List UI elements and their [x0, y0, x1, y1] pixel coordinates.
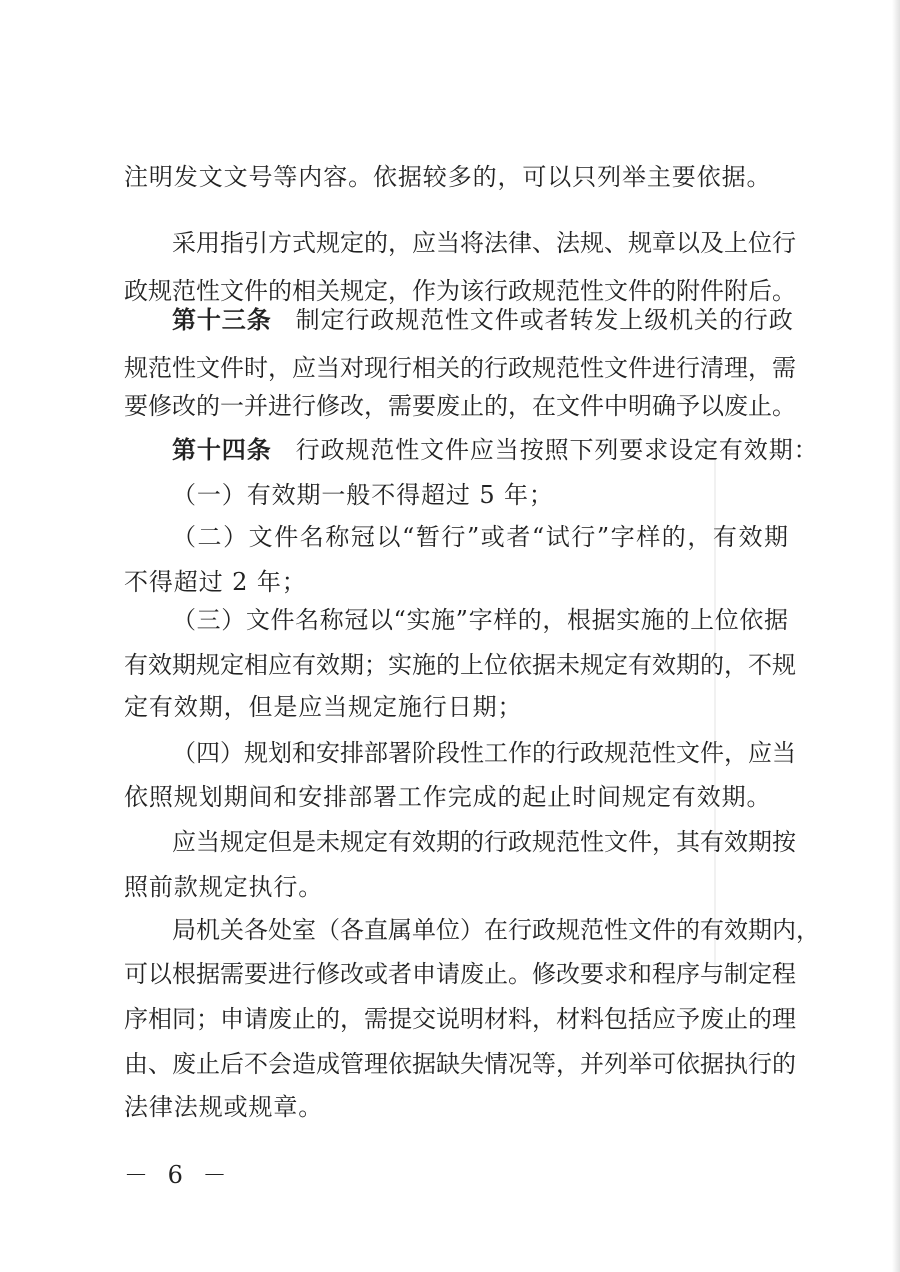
article-14-label: 第十四条 [172, 436, 272, 464]
text-line: 照前款规定执行。 [124, 873, 324, 901]
text-line: 注明发文文号等内容。依据较多的，可以只列举主要依据。 [124, 163, 772, 191]
text-line: 定有效期，但是应当规定施行日期； [124, 693, 523, 721]
text-line: （一）有效期一般不得超过 5 年； [172, 481, 554, 509]
text-line: 应当规定但是未规定有效期的行政规范性文件，其有效期按 [172, 828, 796, 856]
article-13-label: 第十三条 [172, 306, 272, 334]
article-14-text: 行政规范性文件应当按照下列要求设定有效期： [295, 436, 819, 464]
article-14-line [172, 433, 819, 467]
text-line: 有效期规定相应有效期；实施的上位依据未规定有效期的，不规 [124, 651, 796, 679]
scan-edge-shadow [892, 0, 900, 1272]
text-line: 要修改的一并进行修改，需要废止的，在文件中明确予以废止。 [124, 392, 796, 420]
text-line: 不得超过 2 年； [124, 568, 307, 596]
text-line: 政规范性文件的相关规定，作为该行政规范性文件的附件附后。 [124, 277, 796, 305]
scan-artifact [714, 460, 716, 980]
page-number: － 6 － [124, 1161, 233, 1189]
article-13-line [172, 303, 794, 337]
text-line: 采用指引方式规定的，应当将法律、法规、规章以及上位行 [172, 229, 796, 257]
text-line: （三）文件名称冠以“实施”字样的，根据实施的上位依据 [172, 606, 788, 634]
text-line: （四）规划和安排部署阶段性工作的行政规范性文件，应当 [172, 739, 796, 767]
article-13-text: 制定行政规范性文件或者转发上级机关的行政 [295, 306, 794, 334]
text-line: 法律法规或规章。 [124, 1093, 324, 1121]
text-line: （二）文件名称冠以“暂行”或者“试行”字样的，有效期 [172, 523, 788, 551]
text-line: 规范性文件时，应当对现行相关的行政规范性文件进行清理，需 [124, 354, 796, 382]
text-line: 可以根据需要进行修改或者申请废止。修改要求和程序与制定程 [124, 960, 796, 988]
text-line: 由、废止后不会造成管理依据缺失情况等，并列举可依据执行的 [124, 1050, 796, 1078]
text-line: 依照规划期间和安排部署工作完成的起止时间规定有效期。 [124, 783, 772, 811]
text-line: 局机关各处室（各直属单位）在行政规范性文件的有效期内， [172, 916, 820, 944]
text-line: 序相同；申请废止的，需提交说明材料，材料包括应予废止的理 [124, 1005, 796, 1033]
